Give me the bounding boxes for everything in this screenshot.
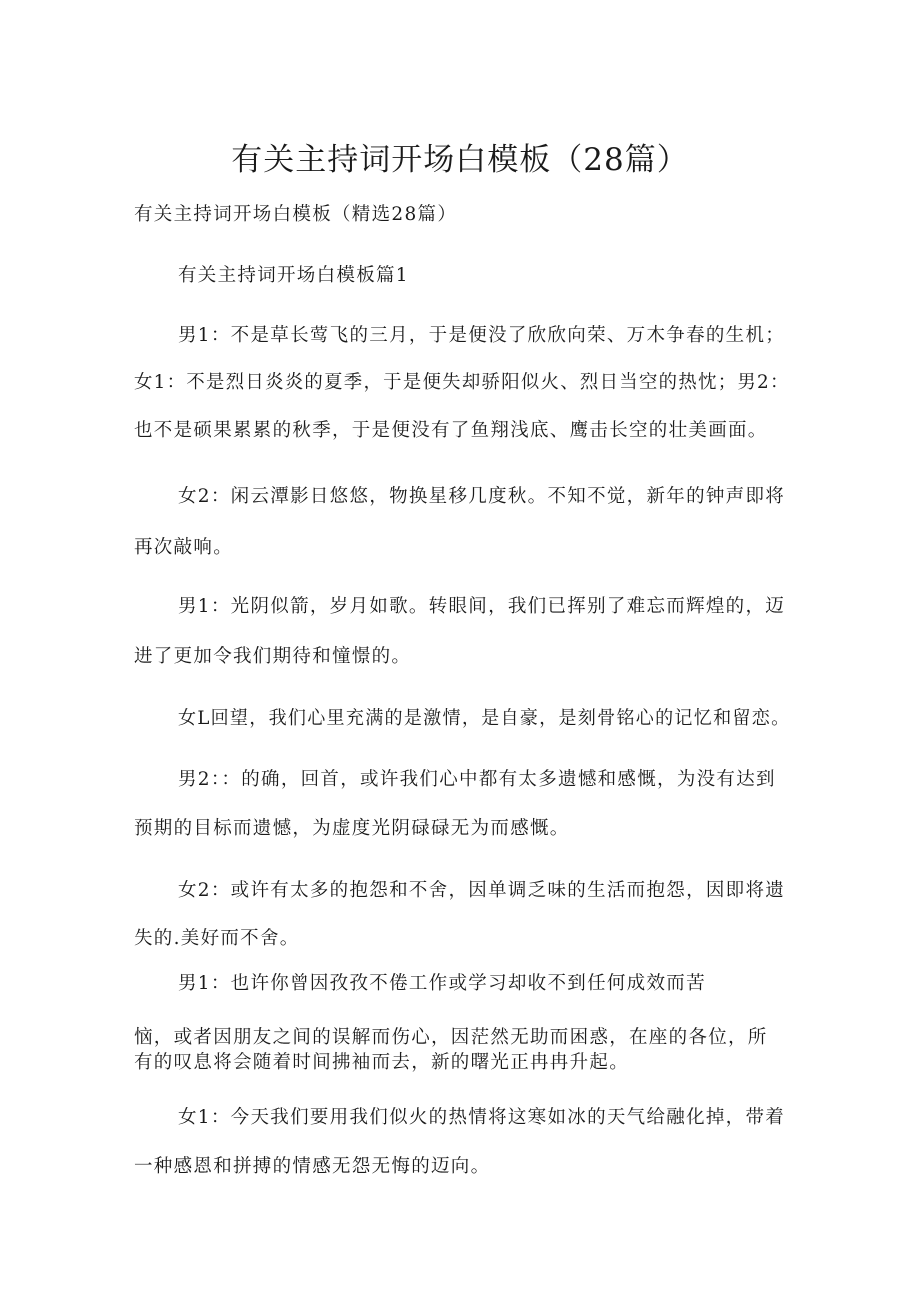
paragraph-line: 再次敲响。	[134, 537, 234, 558]
document-title: 有关主持词开场白模板（28篇）	[231, 142, 689, 178]
paragraph-line: 女2：或许有太多的抱怨和不舍，因单调乏味的生活而抱怨，因即将遗	[178, 880, 786, 901]
paragraph-line: 男1：也许你曾因孜孜不倦工作或学习却收不到任何成效而苦	[178, 973, 706, 994]
paragraph-line: 男1：光阴似箭，岁月如歌。转眼间，我们已挥别了难忘而辉煌的，迈	[178, 596, 786, 617]
paragraph-line: 进了更加令我们期待和憧憬的。	[134, 646, 412, 667]
paragraph-line: 有的叹息将会随着时间拂袖而去，新的曙光正冉冉升起。	[134, 1052, 630, 1073]
paragraph-line: 预期的目标而遗憾，为虚度光阴碌碌无为而感慨。	[134, 818, 570, 839]
paragraph-line: 女1：今天我们要用我们似火的热情将这寒如冰的天气给融化掉，带着	[178, 1107, 786, 1128]
paragraph-line: 男1：不是草长莺飞的三月，于是便没了欣欣向荣、万木争春的生机；	[178, 325, 786, 346]
paragraph-line: 也不是硕果累累的秋季，于是便没有了鱼翔浅底、鹰击长空的壮美画面。	[134, 420, 768, 441]
section-heading: 有关主持词开场白模板篇1	[178, 265, 409, 286]
document-subtitle: 有关主持词开场白模板（精选28篇）	[134, 204, 458, 225]
paragraph-line: 恼，或者因朋友之间的误解而伤心，因茫然无助而困惑，在座的各位，所	[134, 1027, 768, 1048]
paragraph-line: 女1：不是烈日炎炎的夏季，于是便失却骄阳似火、烈日当空的热忱；男2：	[134, 372, 790, 393]
paragraph-line: 女2：闲云潭影日悠悠，物换星移几度秋。不知不觉，新年的钟声即将	[178, 486, 786, 507]
paragraph-line: 男2：：的确，回首，或许我们心中都有太多遗憾和感慨，为没有达到	[178, 769, 776, 790]
paragraph-line: 一种感恩和拼搏的情感无怨无悔的迈向。	[134, 1156, 491, 1177]
paragraph-line: 女L回望，我们心里充满的是激情，是自豪，是刻骨铭心的记忆和留恋。	[178, 708, 791, 729]
paragraph-line: 失的.美好而不舍。	[134, 928, 300, 949]
